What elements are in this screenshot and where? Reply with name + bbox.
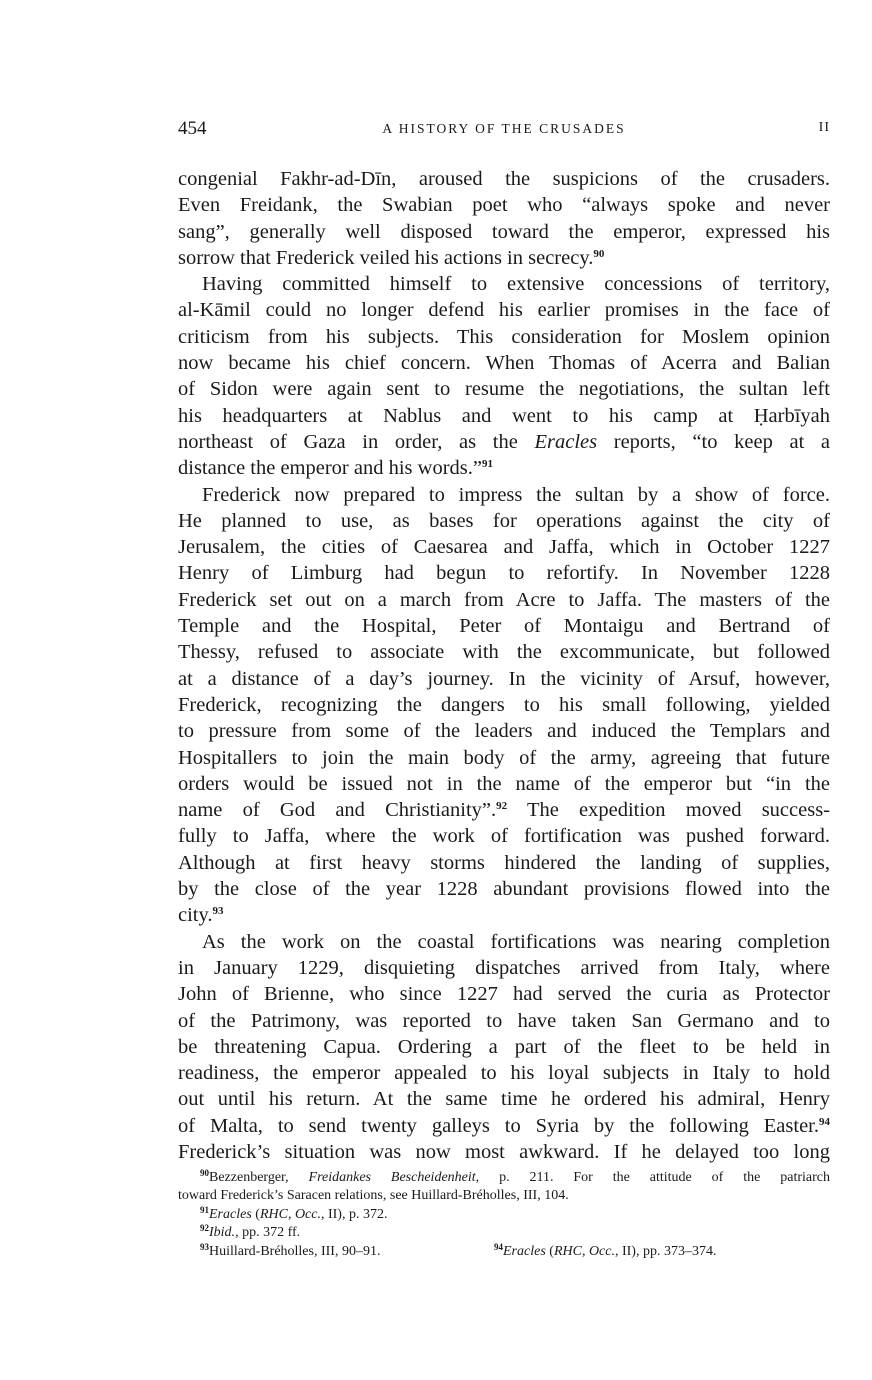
text-line: He planned to use, as bases for operations against the city of <box>178 509 830 532</box>
text-line: Hospitallers to join the main body of the army, agreeing that future <box>178 746 830 769</box>
footnote-90-cont: toward Frederick’s Saracen relations, see Huillard-Bréholles, III, 104. <box>178 1188 569 1204</box>
text-line: Frederick set out on a march from Acre to Jaffa. The masters of the <box>178 588 830 611</box>
text-line: be threatening Capua. Ordering a part of the fleet to be held in <box>178 1035 830 1058</box>
footnote-ref: 92 <box>496 800 508 813</box>
text-line: Jerusalem, the cities of Caesarea and Jaffa, which in October 1227 <box>178 536 830 559</box>
text-line: at a distance of a day’s journey. In the vicinity of Arsuf, however, <box>178 667 830 690</box>
text-line: Although at first heavy storms hindered the landing of supplies, <box>178 851 830 874</box>
text-line: name of God and Christianity”.$^{92}$ The expedition moved success- <box>178 799 831 822</box>
footnote-ref: 93 <box>212 905 224 918</box>
page-number: 454 <box>178 118 207 139</box>
text-line: of Sidon were again sent to resume the negotiations, the sultan left <box>178 378 830 401</box>
text-line: criticism from his subjects. This consideration for Moslem opinion <box>178 325 830 348</box>
text-line: in January 1229, disquieting dispatches arrived from Italy, where <box>178 956 830 979</box>
text-line: to pressure from some of the leaders and induced the Templars and <box>178 720 830 743</box>
footnote-ref: 94 <box>819 1115 830 1128</box>
text-line: by the close of the year 1228 abundant provisions flowed into the <box>178 878 830 901</box>
text-line: now became his chief concern. When Thomas of Acerra and Balian <box>178 352 830 375</box>
text-line: Temple and the Hospital, Peter of Montaigu and Bertrand of <box>178 615 830 638</box>
footnote-ref: 91 <box>482 458 493 471</box>
footnote-92: $^{92}$Ibid., pp. 372 ff. <box>200 1223 301 1241</box>
footnote-ref: 90 <box>593 247 605 260</box>
footnotes <box>178 1169 830 1261</box>
footnote-93-94 <box>178 1243 830 1261</box>
text-line: fully to Jaffa, where the work of fortification was pushed forward. <box>178 825 830 848</box>
text-line: sang”, generally well disposed toward the emperor, expressed his <box>178 220 830 243</box>
running-title: A HISTORY OF THE CRUSADES <box>382 121 626 136</box>
text-line: Having committed himself to extensive concessions of territory, <box>202 273 830 296</box>
text-line: readiness, the emperor appealed to his loyal subjects in Italy to hold <box>178 1062 830 1085</box>
footnote-90: $^{90}$Bezzenberger, Freidankes Bescheidenheit, p. 211. For the attitude of the patriarch <box>200 1168 831 1185</box>
text-line: out until his return. At the same time he ordered his admiral, Henry <box>178 1088 830 1111</box>
text-line: Henry of Limburg had begun to refortify. In November 1228 <box>178 562 830 585</box>
text-line: John of Brienne, who since 1227 had served the curia as Protector <box>178 983 830 1006</box>
text-line: orders would be issued not in the name of the emperor but “in the <box>178 772 830 795</box>
text-line: congenial Fakhr-ad-Dīn, aroused the suspicions of the crusaders. <box>178 168 830 190</box>
body-text <box>178 166 830 1165</box>
volume-number: II <box>818 120 830 135</box>
text-line: Frederick now prepared to impress the sultan by a show of force. <box>202 483 830 506</box>
text-line: sorrow that Frederick veiled his actions in secrecy.$^{90}$ <box>178 246 605 269</box>
text-line: Frederick’s situation was now most awkward. If he delayed too long <box>178 1140 830 1163</box>
text-line: of the Patrimony, was reported to have taken San Germano and to <box>178 1009 830 1032</box>
text-line: distance the emperor and his words.”$^{91}$ <box>178 457 493 480</box>
text-line: of Malta, to send twenty galleys to Syria by the following Easter.$^{94}$ <box>178 1114 830 1137</box>
text-line: Even Freidank, the Swabian poet who “always spoke and never <box>178 194 830 217</box>
footnote-91: $^{91}$Eracles (RHC, Occ., II), p. 372. <box>200 1204 388 1222</box>
text-line: As the work on the coastal fortifications was nearing completion <box>202 930 830 953</box>
footnote-93: $^{93}$Huillard-Bréholles, III, 90–91. <box>200 1241 381 1259</box>
text-line: his headquarters at Nablus and went to his camp at Ḥarbīyah <box>178 404 830 427</box>
text-line: al-Kāmil could no longer defend his earlier promises in the face of <box>178 299 830 322</box>
running-header <box>178 118 830 142</box>
footnote-94: $^{94}$Eracles (RHC, Occ., II), pp. 373–374. <box>494 1241 717 1259</box>
text-line: city.$^{93}$ <box>178 904 224 927</box>
text-line: Thessy, refused to associate with the excommunicate, but followed <box>178 641 830 664</box>
text-line: Frederick, recognizing the dangers to his small following, yielded <box>178 693 830 716</box>
text-line: northeast of Gaza in order, as the Eracles reports, “to keep at a <box>178 430 831 453</box>
